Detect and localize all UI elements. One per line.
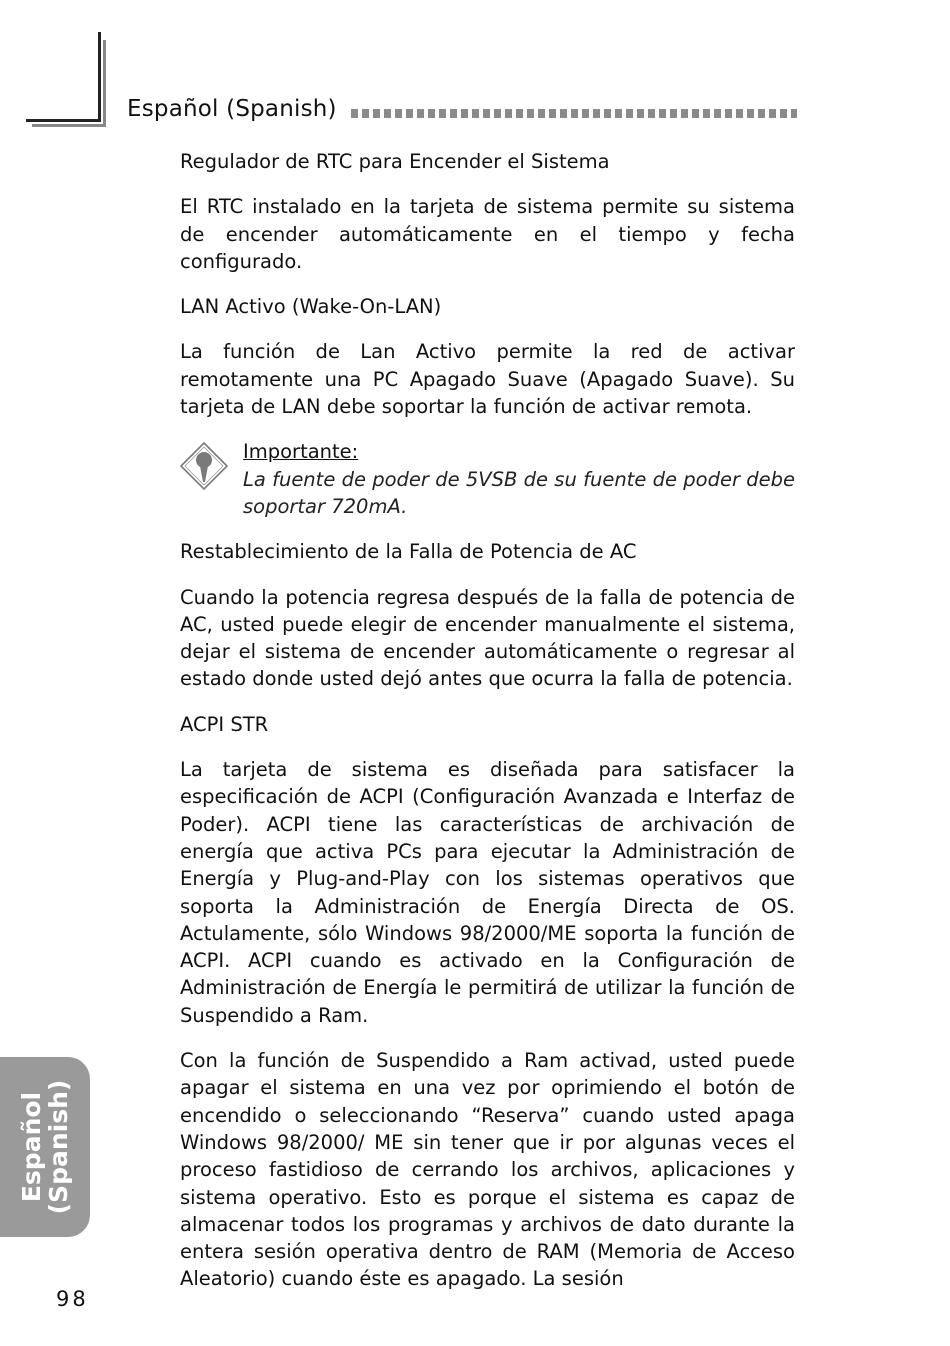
paragraph-ac-power: Cuando la potencia regresa después de la falla de potencia de AC, usted puede elegir de encender manualmente el sistema, dejar el sistema de encender automáticamente o regresar al estado donde usted dejó antes que ocurra la falla de potencia.: [180, 585, 795, 691]
paragraph-wol: La función de Lan Activo permite la red de activar remotamente una PC Apagado Suave (Apagado Suave). Su tarjeta de LAN debe soportar la función de activar remota.: [180, 340, 795, 419]
paragraph-rtc: El RTC instalado en la tarjeta de sistema permite su sistema de encender automáticamente en el tiempo y fecha configurado.: [180, 195, 795, 273]
side-tab-line2: (Spanish): [44, 1079, 73, 1215]
paragraph-acpi-2: Con la función de Suspendido a Ram activad, usted puede apagar el sistema en una vez por oprimiendo el botón de encendido o seleccionando “Reserva” cuando usted apaga Windows 98/2000/ ME sin tener que ir por algunas veces el proceso fastidioso de cerrando los archivos, aplicaciones y sistema operativo. Esto es porque el sistema es capaz de almacenar todos los programas y archivos de dato durante la entera sesión operativa dentro de RAM (Memoria de Acceso Aleatorio) cuando éste es apagado. La sesión: [180, 1049, 795, 1291]
page-content: [180, 148, 795, 1311]
section-heading-ac-power: Restablecimiento de la Falla de Potencia de AC: [180, 540, 637, 564]
note-body: La fuente de poder de 5VSB de su fuente de poder debe soportar 720mA.: [243, 467, 795, 518]
section-header: [127, 92, 797, 126]
dotted-rule: [351, 109, 797, 118]
section-heading-acpi: ACPI STR: [180, 712, 269, 736]
important-note: [180, 438, 795, 520]
section-heading-rtc: Regulador de RTC para Encender el Sistema: [180, 150, 610, 173]
paragraph-acpi-1: La tarjeta de sistema es diseñada para satisfacer la especificación de ACPI (Configuración Avanzada e Interfaz de Poder). ACPI tiene las características de archivación de energía que activa PCs para ejecutar la Administración de Energía y Plug-and-Play con los sistemas operativos que soporta la Administración de Energía Directa de OS. Actulamente, sólo Windows 98/2000/ME soporta la función de ACPI. ACPI cuando es activado en la Configuración de Administración de Energía le permitirá de utilizar la función de Suspendido a Ram.: [180, 758, 795, 1027]
page-number: 98: [56, 1287, 89, 1311]
side-tab-line1: Español: [17, 1091, 46, 1203]
section-title: Español (Spanish): [127, 96, 337, 122]
side-tab-label: [18, 1080, 72, 1215]
section-heading-wol: LAN Activo (Wake-On-LAN): [180, 295, 442, 319]
language-side-tab: [0, 1057, 90, 1237]
note-title: Importante:: [243, 440, 359, 464]
pin-diamond-icon: [180, 442, 228, 490]
corner-crop-mark: [0, 0, 110, 130]
